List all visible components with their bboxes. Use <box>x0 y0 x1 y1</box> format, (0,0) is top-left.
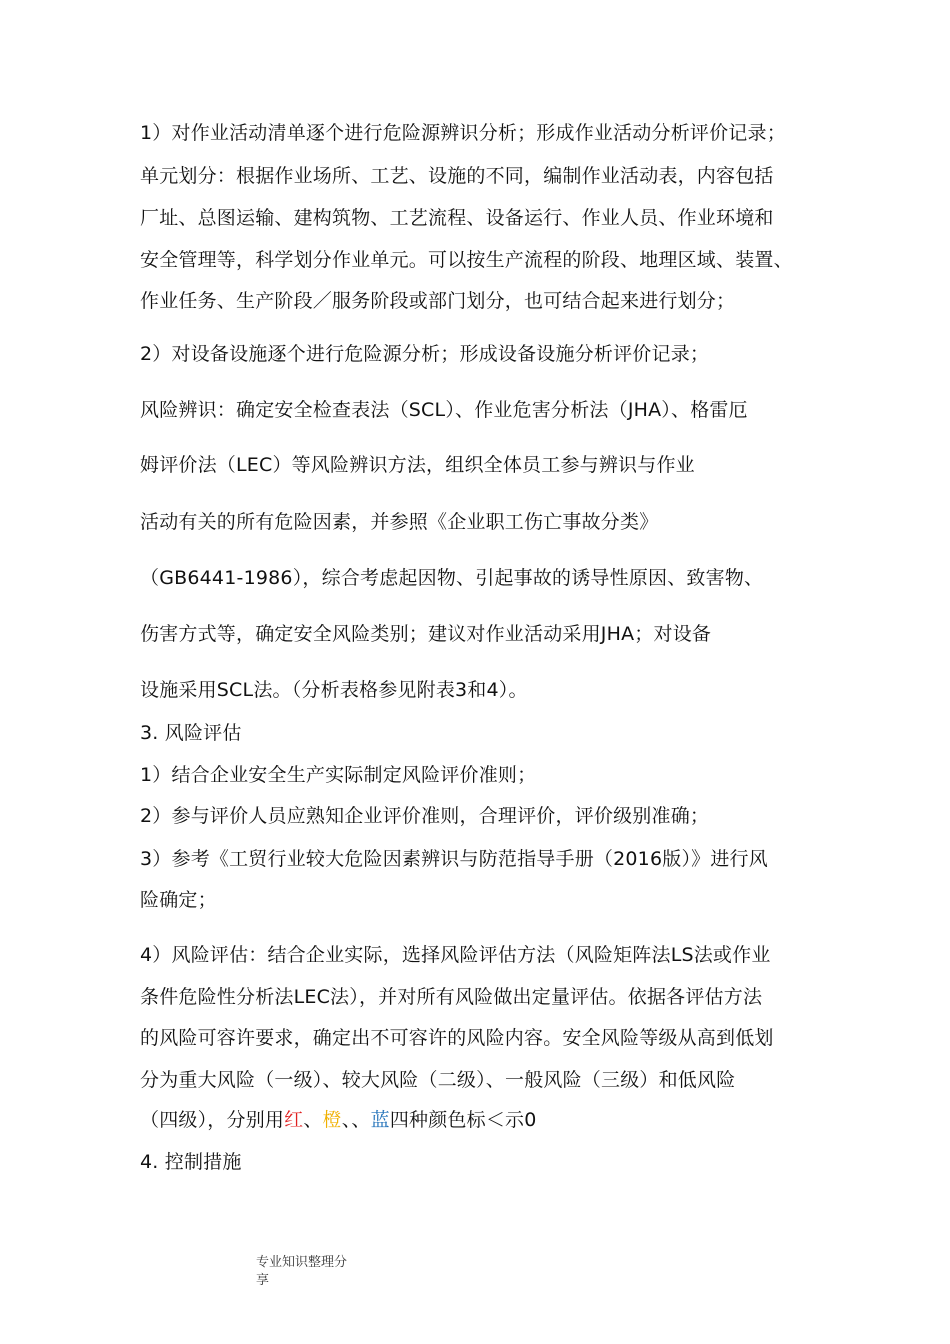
text-line: 风险辨识：确定安全检查表法（SCL）、作业危害分析法（JHA）、格雷厄 <box>140 399 748 421</box>
text-line: （GB6441-1986），综合考虑起因物、引起事故的诱导性原因、致害物、 <box>140 567 764 589</box>
text-line: 的风险可容许要求，确定出不可容许的风险内容。安全风险等级从高到低划 <box>140 1027 774 1049</box>
text-line: 3）参考《工贸行业较大危险因素辨识与防范指导手册（2016版）》进行风 <box>140 848 768 870</box>
blue-label: 蓝 <box>370 1109 390 1131</box>
red-label: 红 <box>284 1109 304 1131</box>
text-line: 设施采用SCL法。（分析表格参见附表3和4）。 <box>140 679 528 701</box>
color-legend-line <box>140 1108 537 1132</box>
text-line: 厂址、总图运输、建构筑物、工艺流程、设备运行、作业人员、作业环境和 <box>140 207 774 229</box>
color-sep: 、 <box>303 1109 323 1131</box>
text-line: 作业任务、生产阶段／服务阶段或部门划分，也可结合起来进行划分； <box>140 290 736 312</box>
color-line-suffix: 四种颜色标＜示0 <box>389 1109 537 1131</box>
text-line: 活动有关的所有危险因素，并参照《企业职工伤亡事故分类》 <box>140 511 659 533</box>
footer-line: 专业知识整理分 <box>256 1255 348 1270</box>
text-line: 条件危险性分析法LEC法），并对所有风险做出定量评估。依据各评估方法 <box>140 986 763 1008</box>
text-line: 险确定； <box>140 889 217 911</box>
text-line: 分为重大风险（一级）、较大风险（二级）、一般风险（三级）和低风险 <box>140 1069 736 1091</box>
color-line-prefix: （四级），分别用 <box>140 1109 285 1131</box>
text-line: 2）对设备设施逐个进行危险源分析；形成设备设施分析评价记录； <box>140 343 710 365</box>
text-line: 安全管理等，科学划分作业单元。可以按生产流程的阶段、地理区域、装置、 <box>140 249 793 271</box>
orange-label: 橙 <box>322 1109 342 1131</box>
section-heading: 4. 控制措施 <box>140 1151 242 1173</box>
text-line: 1）结合企业安全生产实际制定风险评价准则； <box>140 764 537 786</box>
text-line: 单元划分：根据作业场所、工艺、设施的不同，编制作业活动表，内容包括 <box>140 165 774 187</box>
text-line: 伤害方式等，确定安全风险类别；建议对作业活动采用JHA；对设备 <box>140 623 712 645</box>
text-line: 姆评价法（LEC）等风险辨识方法，组织全体员工参与辨识与作业 <box>140 454 695 476</box>
section-heading: 3. 风险评估 <box>140 722 242 744</box>
color-sep: 、、 <box>341 1109 371 1131</box>
page-footer <box>256 1254 347 1290</box>
text-line: 2）参与评价人员应熟知企业评价准则，合理评价，评价级别准确； <box>140 805 710 827</box>
text-line: 4）风险评估：结合企业实际，选择风险评估方法（风险矩阵法LS法或作业 <box>140 944 771 966</box>
text-line: 1）对作业活动清单逐个进行危险源辨识分析；形成作业活动分析评价记录； <box>140 122 786 144</box>
footer-line: 享 <box>256 1273 270 1288</box>
